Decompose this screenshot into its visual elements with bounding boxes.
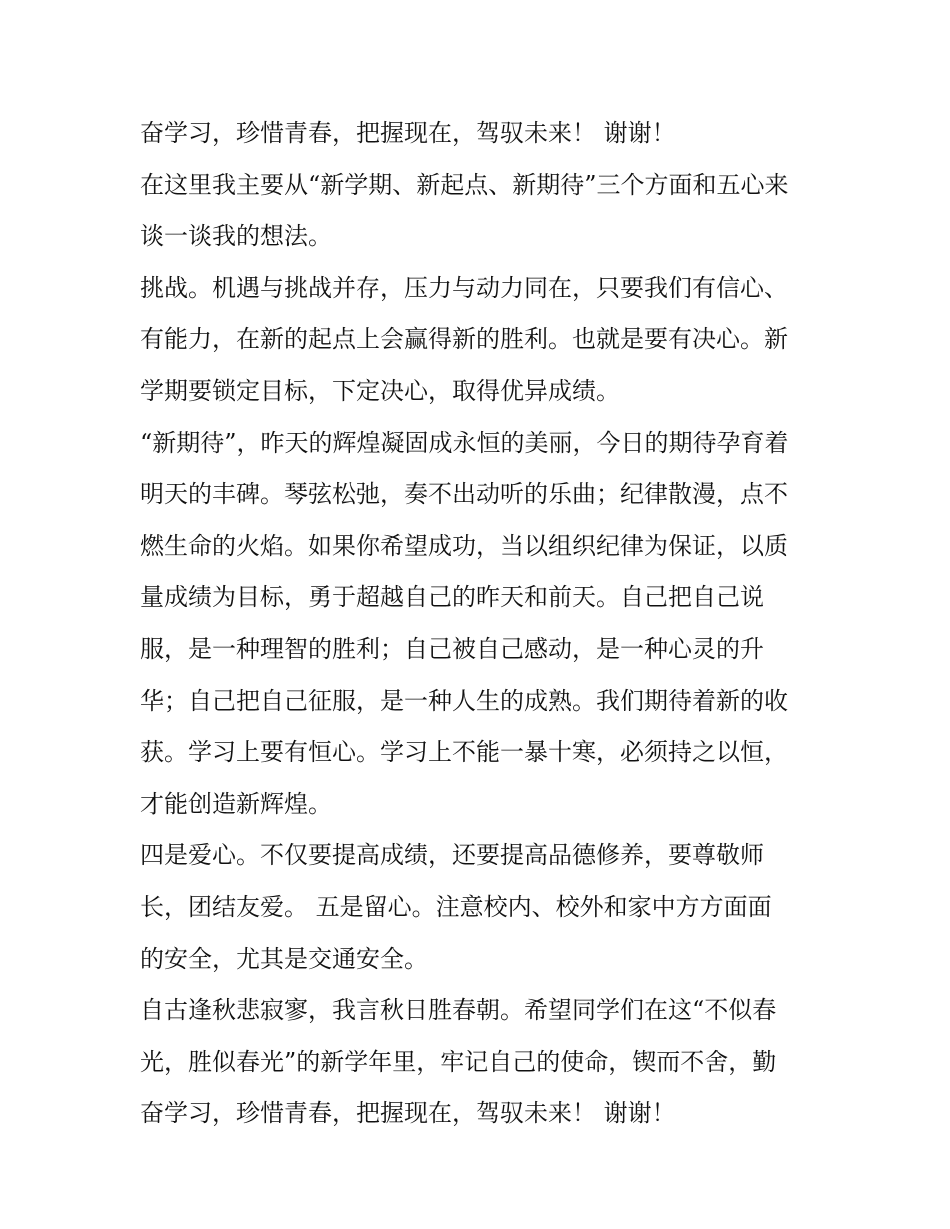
text-line: 获。学习上要有恒心。学习上不能一暴十寒，必须持之以恒， [140, 738, 788, 767]
text-line: 量成绩为目标，勇于超越自己的昨天和前天。自己把自己说 [140, 583, 764, 612]
text-line: “新期待”，昨天的辉煌凝固成永恒的美丽，今日的期待孕育着 [140, 428, 789, 457]
text-line: 的安全，尤其是交通安全。 [140, 944, 428, 973]
text-line: 燃生命的火焰。如果你希望成功，当以组织纪律为保证，以质 [140, 531, 788, 560]
text-line: 奋学习，珍惜青春，把握现在，驾驭未来！ 谢谢！ [140, 1099, 676, 1128]
text-line: 谈一谈我的想法。 [140, 222, 332, 251]
document-body [140, 108, 820, 1140]
text-line: 自古逢秋悲寂寥，我言秋日胜春朝。希望同学们在这“不似春 [140, 996, 777, 1025]
text-line: 学期要锁定目标，下定决心，取得优异成绩。 [140, 376, 620, 405]
text-line: 才能创造新辉煌。 [140, 789, 332, 818]
text-line: 光，胜似春光”的新学年里，牢记自己的使命，锲而不舍，勤 [140, 1047, 777, 1076]
text-line: 四是爱心。不仅要提高成绩，还要提高品德修养，要尊敬师 [140, 841, 764, 870]
text-line: 明天的丰碑。琴弦松弛，奏不出动听的乐曲；纪律散漫，点不 [140, 480, 788, 509]
text-line: 在这里我主要从“新学期、新起点、新期待”三个方面和五心来 [140, 170, 789, 199]
text-line: 长，团结友爱。 五是留心。注意校内、校外和家中方方面面 [140, 892, 772, 921]
text-line: 挑战。机遇与挑战并存，压力与动力同在，只要我们有信心、 [140, 273, 788, 302]
text-line: 服，是一种理智的胜利；自己被自己感动，是一种心灵的升 [140, 634, 764, 663]
text-line: 华；自己把自己征服，是一种人生的成熟。我们期待着新的收 [140, 686, 788, 715]
text-line: 奋学习，珍惜青春，把握现在，驾驭未来！ 谢谢！ [140, 119, 676, 147]
text-line: 有能力，在新的起点上会赢得新的胜利。也就是要有决心。新 [140, 325, 788, 354]
